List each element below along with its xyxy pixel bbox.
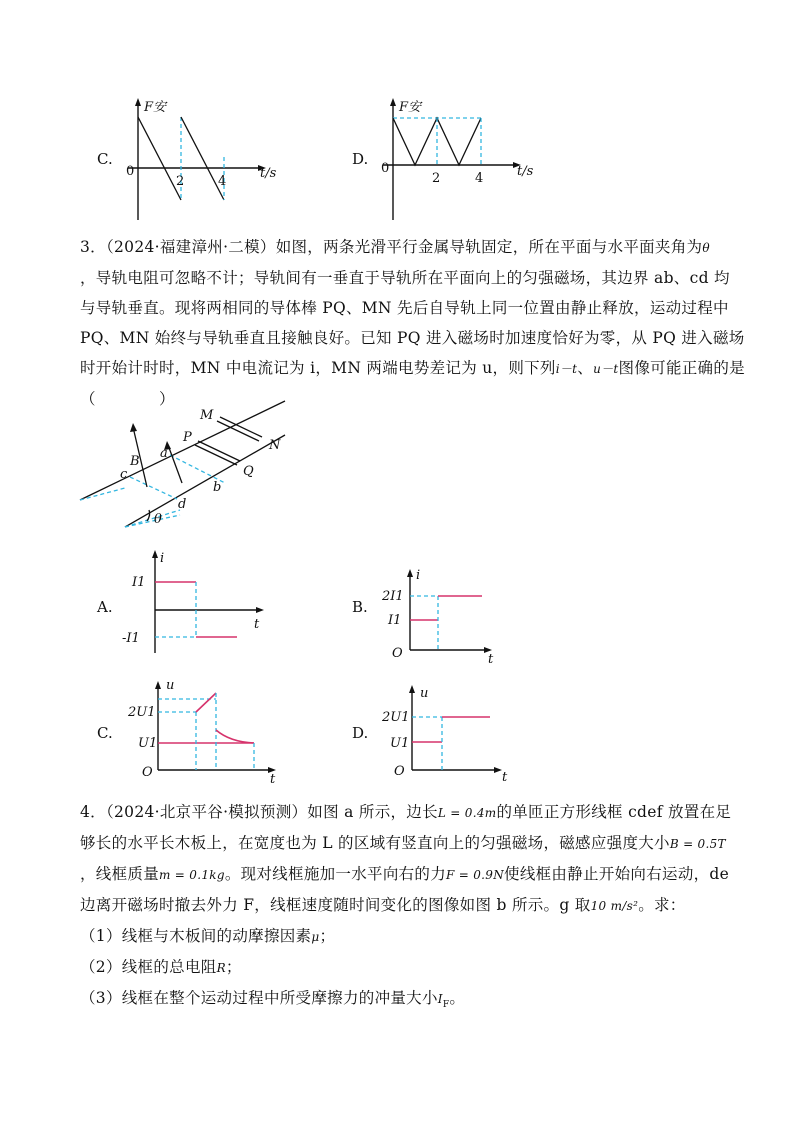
figure-label-M: M	[200, 408, 214, 423]
question-4	[80, 797, 732, 1020]
q4-line4a: 边离开磁场时撤去外力 F，线框速度随时间变化的图像如图 b 所示。g 取	[80, 896, 591, 914]
q4-sub1a: （1）线框与木板间的动摩擦因素	[80, 927, 312, 945]
graph-c2-2U1: 2U1	[128, 705, 156, 720]
figure-label-P: P	[183, 430, 192, 445]
graph-d2-ylabel: u	[420, 686, 429, 701]
q4-B-value: B = 0.5T	[669, 837, 726, 851]
graph-d-ylabel: F安	[399, 100, 422, 115]
figure-label-theta: θ	[154, 512, 162, 527]
q4-m-value: m = 0.1kg	[159, 868, 225, 882]
graph-a-current	[122, 548, 280, 658]
graph-d2-2U1: 2U1	[382, 710, 410, 725]
q3-line-5	[80, 353, 745, 384]
graph-c2-origin: O	[142, 765, 153, 780]
option-c-label: C.	[97, 150, 113, 168]
q3-theta: θ	[702, 241, 710, 255]
option-d2-label: D.	[352, 724, 369, 742]
graph-d2-tlabel: t	[502, 770, 508, 785]
graph-a-tlabel: t	[254, 617, 260, 632]
graph-b-tlabel: t	[488, 652, 494, 667]
q4-line3a: ，线框质量	[80, 865, 160, 883]
q4-line1b: 的单匝正方形线框 cdef 放置在足	[496, 803, 732, 821]
graph-a-I1: I1	[132, 575, 146, 590]
graph-a-ylabel: i	[160, 551, 165, 566]
q4-IF-sub: F	[442, 1000, 450, 1011]
q3-line-4: PQ、MN 始终与导轨垂直且接触良好。已知 PQ 进入磁场时加速度恰好为零，从 PQ 进入磁场	[80, 329, 745, 347]
question-3	[80, 232, 745, 414]
figure-label-c: c	[120, 467, 128, 482]
graph-c-voltage	[130, 675, 290, 785]
q4-L-value: L = 0.4m	[437, 806, 497, 820]
q4-line-4	[80, 890, 720, 921]
graph-d2-U1: U1	[390, 736, 410, 751]
q4-line1a: 4．（2024·北京平谷·模拟预测）如图 a 所示，边长	[80, 803, 438, 821]
graph-b-ylabel: i	[416, 568, 421, 583]
q3-line5a: 时开始计时时，MN 中电流记为 i，MN 两端电势差记为 u，则下列	[80, 359, 556, 377]
q3-answer-blank: （ ）	[80, 390, 175, 408]
graph-d-tick-2: 2	[432, 171, 441, 186]
graph-c-ylabel: F安	[144, 100, 167, 115]
figure-label-N: N	[269, 438, 281, 453]
graph-b-I1: I1	[388, 613, 402, 628]
option-b-label: B.	[352, 598, 368, 616]
q4-sub3b: 。	[449, 989, 466, 1007]
graph-b-origin: O	[392, 646, 403, 661]
q4-line3c: 使线框由静止开始向右运动，de	[504, 865, 730, 883]
q4-line2a: 够长的水平长木板上，在宽度也为 L 的区域有竖直向上的匀强磁场，磁感应强度大小	[80, 834, 670, 852]
q4-line4b: 。求：	[638, 896, 686, 914]
q4-g-value: 10 m/s²	[590, 899, 639, 913]
q3-sep: 、	[577, 359, 594, 377]
graph-d-voltage	[380, 685, 520, 785]
q3-line5b: 图像可能正确的是	[618, 359, 745, 377]
figure-label-a: a	[160, 446, 168, 461]
graph-d-tlabel: t/s	[517, 164, 534, 179]
q4-sub-2	[80, 952, 720, 983]
q4-line-1	[80, 797, 732, 828]
option-a-label: A.	[97, 598, 113, 616]
graph-d-force	[375, 95, 535, 225]
q3-ut: u－t	[593, 362, 619, 376]
q4-line-3	[80, 859, 730, 890]
q4-IF: I	[437, 992, 443, 1006]
incline-rails-figure	[75, 405, 315, 535]
graph-c-tlabel: t/s	[260, 166, 277, 181]
graph-c-tick-2: 2	[176, 174, 185, 189]
q4-line3b: 。现对线框施加一水平向右的力	[224, 865, 447, 883]
q3-line-1	[80, 232, 720, 263]
q3-line-2: ，导轨电阻可忽略不计；导轨间有一垂直于导轨所在平面向上的匀强磁场，其边界 ab、cd 均	[80, 269, 730, 287]
graph-c2-ylabel: u	[166, 678, 175, 693]
q3-line-3: 与导轨垂直。现将两相同的导体棒 PQ、MN 先后自导轨上同一位置由静止释放，运动过程中	[80, 299, 729, 317]
graph-b-2I1: 2I1	[382, 589, 404, 604]
option-d-label: D.	[352, 150, 369, 168]
q4-sub1b: ；	[319, 927, 336, 945]
q3-line1-text: 3．（2024·福建漳州·二模）如图，两条光滑平行金属导轨固定，所在平面与水平面夹角为	[80, 238, 703, 256]
q4-sub2a: （2）线框的总电阻	[80, 958, 217, 976]
q4-F-value: F = 0.9N	[446, 868, 505, 882]
graph-c-tick-4: 4	[218, 174, 227, 189]
q4-R: R	[216, 961, 226, 975]
graph-d-tick-4: 4	[475, 171, 484, 186]
figure-label-B: B	[130, 454, 140, 469]
option-c2-label: C.	[97, 724, 113, 742]
q4-sub-3	[80, 983, 720, 1020]
figure-label-Q: Q	[243, 464, 254, 479]
q4-sub3a: （3）线框在整个运动过程中所受摩擦力的冲量大小	[80, 989, 438, 1007]
graph-c2-U1: U1	[138, 736, 158, 751]
graph-d-origin: 0	[381, 161, 390, 176]
graph-d2-origin: O	[394, 764, 405, 779]
q4-sub2b: ；	[225, 958, 242, 976]
graph-b-current	[380, 565, 510, 665]
graph-c-origin: 0	[126, 164, 135, 179]
q3-it: i－t	[555, 362, 578, 376]
q4-sub-1	[80, 921, 720, 952]
graph-a-negI1: -I1	[122, 631, 140, 646]
figure-label-b: b	[213, 480, 222, 495]
q4-line-2	[80, 828, 726, 859]
q4-mu: μ	[311, 930, 320, 944]
graph-c-force	[120, 95, 280, 225]
figure-label-d: d	[178, 497, 187, 512]
graph-c2-tlabel: t	[270, 772, 276, 787]
